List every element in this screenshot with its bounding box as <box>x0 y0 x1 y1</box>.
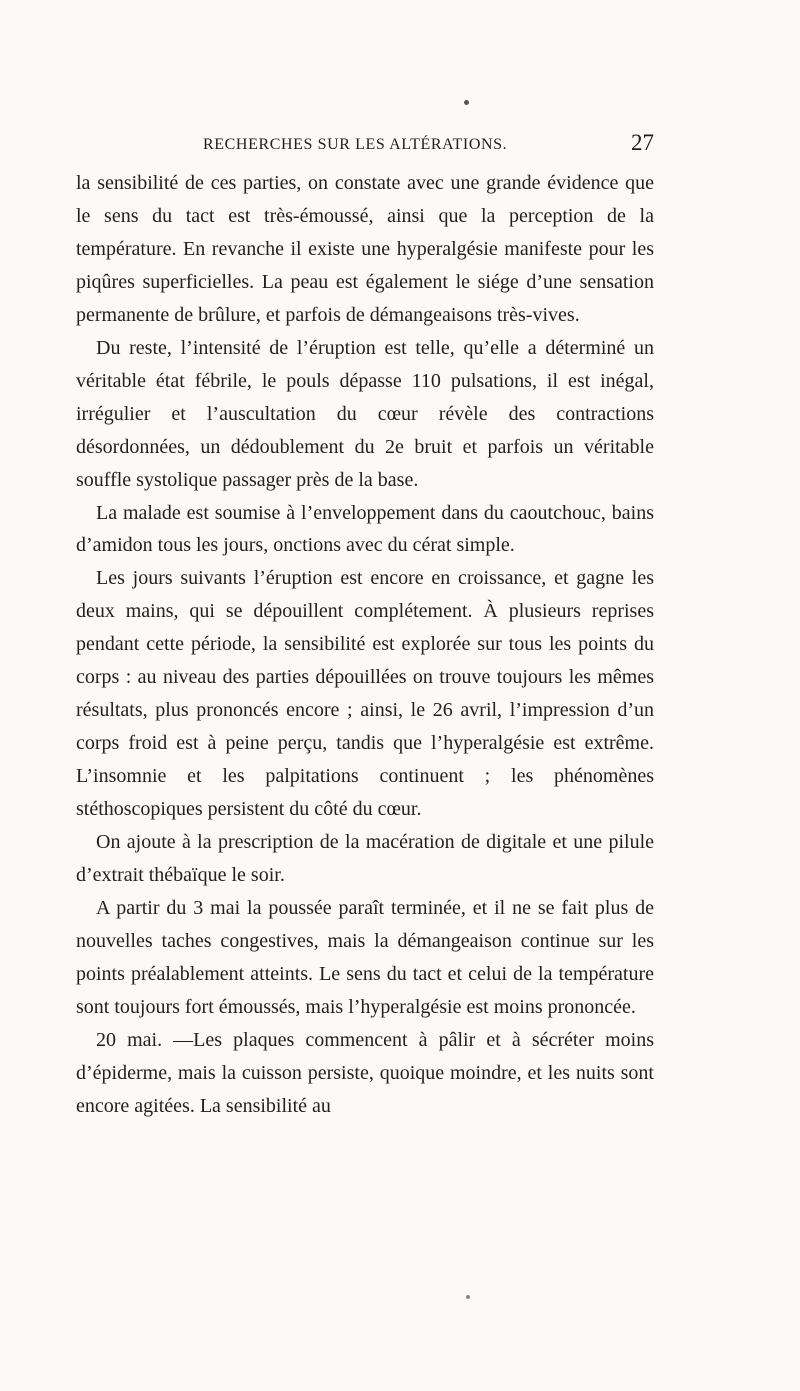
print-speck <box>466 1295 470 1299</box>
running-title: RECHERCHES SUR LES ALTÉRATIONS. <box>203 136 508 153</box>
paragraph: 20 mai. —Les plaques commencent à pâlir et à sécréter moins d’épiderme, mais la cuisson persiste, quoique moindre, et les nuits sont encore agitées. La sensibilité au <box>76 1028 654 1117</box>
print-speck <box>464 100 469 105</box>
paragraph: A partir du 3 mai la poussée paraît terminée, et il ne se fait plus de nouvelles taches congestives, mais la démangeaison continue sur les points préalablement atteints. Le sens du tact et celui de la température sont toujours fort émoussés, mais l’hyperalgésie est moins prononcée. <box>76 896 654 1018</box>
body-text <box>76 167 654 1123</box>
page-number: 27 <box>631 130 654 155</box>
paragraph: Du reste, l’intensité de l’éruption est telle, qu’elle a déterminé un véritable état fébrile, le pouls dépasse 110 pulsations, il est inégal, irrégulier et l’auscultation du cœur révèle des contractions désordonnées, un dédoublement du 2e bruit et parfois un véritable souffle systolique passager près de la base. <box>76 336 654 491</box>
paragraph: Les jours suivants l’éruption est encore en croissance, et gagne les deux mains, qui se dépouillent complétement. À plusieurs reprises pendant cette période, la sensibilité est explorée sur tous les points du corps : au niveau des parties dépouillées on trouve toujours les mêmes résultats, plus prononcés encore ; ainsi, le 26 avril, l’impression d’un corps froid est à peine perçu, tandis que l’hyperalgésie est extrême. L’insomnie et les palpitations continuent ; les phénomènes stéthoscopiques persistent du côté du cœur. <box>76 567 654 821</box>
paragraph: La malade est soumise à l’enveloppement dans du caoutchouc, bains d’amidon tous les jours, onctions avec du cérat simple. <box>76 501 654 557</box>
paragraph: On ajoute à la prescription de la macération de digitale et une pilule d’extrait thébaïque le soir. <box>76 831 654 887</box>
page-header <box>76 130 654 160</box>
paragraph-continuation: la sensibilité de ces parties, on constate avec une grande évidence que le sens du tact est très-émoussé, ainsi que la perception de la température. En revanche il existe une hyperalgésie manifeste pour les piqûres superficielles. La peau est également le siége d’une sensation permanente de brûlure, et parfois de démangeaisons très-vives. <box>76 172 654 326</box>
